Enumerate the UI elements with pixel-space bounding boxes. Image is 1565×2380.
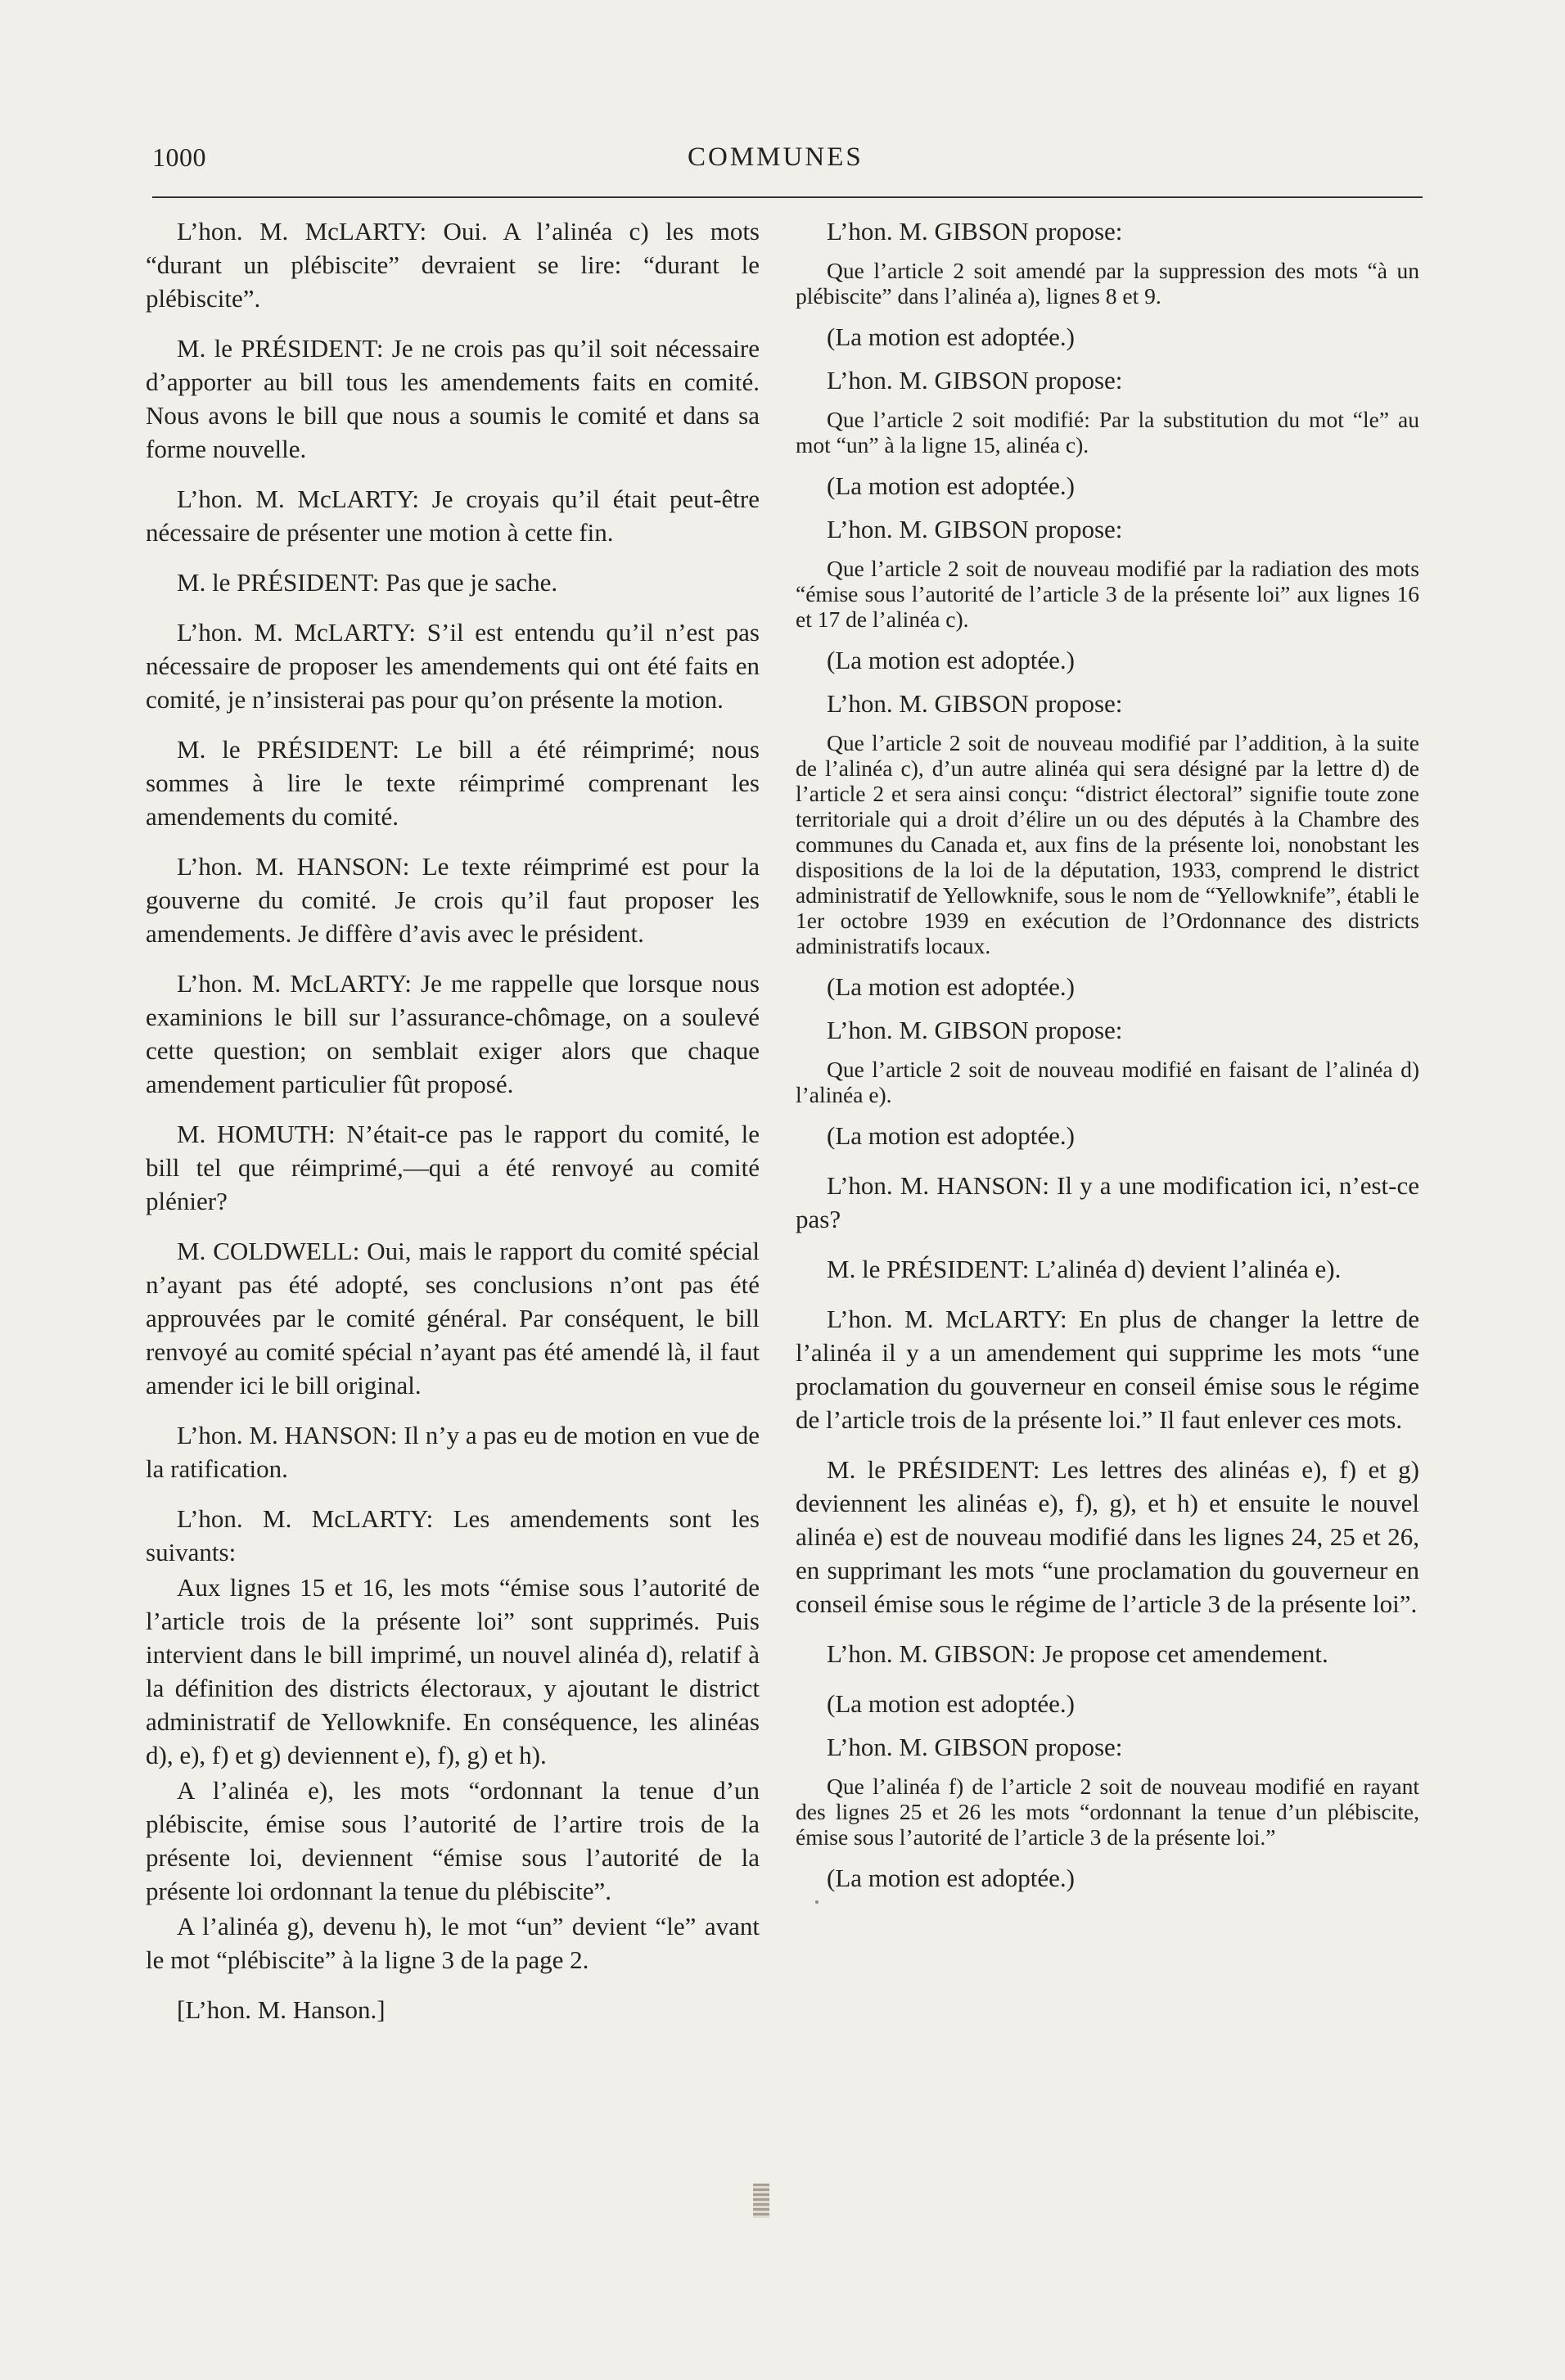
motion-text: Que l’article 2 soit amendé par la suppression des mots “à un plébiscite” dans l’alinéa a), lignes 8 et 9. bbox=[796, 258, 1419, 309]
print-smudge bbox=[753, 2184, 769, 2218]
motion-result: (La motion est adoptée.) bbox=[827, 646, 1076, 674]
amendment-text: Aux lignes 15 et 16, les mots “émise sous l’autorité de l’article trois de la présente loi” sont supprimés. Puis intervient dans le bill imprimé, un nouvel alinéa d), relatif à la définition des districts électoraux, y ajoutant le district administratif de Yellowknife. En conséquence, les alinéas d), e), f) et g) deviennent e), f), g) et h). bbox=[146, 1573, 760, 1769]
motion-intro: L’hon. M. GIBSON propose: bbox=[827, 1733, 1123, 1761]
motion-text: Que l’article 2 soit modifié: Par la substitution du mot “le” au mot “un” à la ligne 15, alinéa c). bbox=[796, 407, 1419, 458]
left-column bbox=[146, 214, 760, 2043]
speech-paragraph: L’hon. M. McLARTY: Les amendements sont les suivants: bbox=[146, 1504, 760, 1566]
speech-paragraph: M. COLDWELL: Oui, mais le rapport du comité spécial n’ayant pas été adopté, ses conclusions n’ont pas été approuvées par le comité général. Par conséquent, le bill renvoyé au comité spécial n’ayant pas été amendé là, il faut amender ici le bill original. bbox=[146, 1237, 760, 1400]
motion-result: (La motion est adoptée.) bbox=[827, 322, 1076, 351]
motion-intro: L’hon. M. GIBSON propose: bbox=[827, 515, 1123, 543]
motion-text: Que l’article 2 soit de nouveau modifié en faisant de l’alinéa d) l’alinéa e). bbox=[796, 1057, 1419, 1107]
ink-dot bbox=[815, 1900, 819, 1904]
amendment-text: A l’alinéa g), devenu h), le mot “un” devient “le” avant le mot “plébiscite” à la ligne 3 de la page 2. bbox=[146, 1912, 760, 1974]
speech-paragraph: L’hon. M. McLARTY: En plus de changer la lettre de l’alinéa il y a un amendement qui supprime les mots “une proclamation du gouverneur en conseil émise sous le régime de l’article trois de la présente loi.” Il faut enlever ces mots. bbox=[796, 1305, 1419, 1434]
speaker-reference: [L’hon. M. Hanson.] bbox=[177, 1995, 386, 2024]
amendment-text: A l’alinéa e), les mots “ordonnant la tenue d’un plébiscite, émise sous l’autorité de l’artire trois de la présente loi, deviennent “émise sous l’autorité de la présente loi ordonnant la tenue du plébiscite”. bbox=[146, 1776, 760, 1905]
speech-paragraph: M. le PRÉSIDENT: Pas que je sache. bbox=[177, 568, 558, 597]
right-column bbox=[796, 214, 1419, 1911]
motion-intro: L’hon. M. GIBSON propose: bbox=[827, 217, 1123, 246]
speech-paragraph: L’hon. M. GIBSON: Je propose cet amendement. bbox=[827, 1639, 1328, 1668]
speech-paragraph: M. le PRÉSIDENT: Les lettres des alinéas e), f) et g) deviennent les alinéas e), f), g), et h) et ensuite le nouvel alinéa e) est de nouveau modifié dans les lignes 24, 25 et 26, en supprimant les mots “une proclamation du gouverneur en conseil émise sous le régime de l’article 3 de la présente loi”. bbox=[796, 1455, 1419, 1618]
running-header: COMMUNES bbox=[688, 142, 864, 172]
speech-paragraph: L’hon. M. HANSON: Il y a une modification ici, n’est-ce pas? bbox=[796, 1171, 1419, 1233]
motion-result: (La motion est adoptée.) bbox=[827, 1121, 1076, 1150]
header-rule bbox=[152, 196, 1423, 198]
page-number: 1000 bbox=[152, 142, 206, 172]
speech-paragraph: L’hon. M. McLARTY: S’il est entendu qu’il n’est pas nécessaire de proposer les amendements qui ont été faits en comité, je n’insisterai pas pour qu’on présente la motion. bbox=[146, 618, 760, 714]
speech-paragraph: M. HOMUTH: N’était-ce pas le rapport du comité, le bill tel que réimprimé,—qui a été renvoyé au comité plénier? bbox=[146, 1120, 760, 1215]
motion-text: Que l’alinéa f) de l’article 2 soit de nouveau modifié en rayant des lignes 25 et 26 les mots “ordonnant la tenue d’un plébiscite, émise sous l’autorité de l’article 3 de la présente loi.” bbox=[796, 1774, 1419, 1850]
motion-text: Que l’article 2 soit de nouveau modifié par l’addition, à la suite de l’alinéa c), d’un autre alinéa qui sera désigné par la lettre d) de l’article 2 et sera ainsi conçu: “district électoral” signifie toute zone territoriale qui a droit d’élire un ou des députés à la Chambre des communes du Canada et, aux fins de la présente loi, nonobstant les dispositions de la loi de la députation, 1933, comprend le district administratif de Yellowknife, sous le nom de “Yellowknife”, établi le 1er octobre 1939 en exécution de l’Ordonnance des districts administratifs locaux. bbox=[796, 730, 1419, 958]
speech-paragraph: M. le PRÉSIDENT: Le bill a été réimprimé; nous sommes à lire le texte réimprimé comprenant les amendements du comité. bbox=[146, 735, 760, 831]
speech-paragraph: L’hon. M. HANSON: Il n’y a pas eu de motion en vue de la ratification. bbox=[146, 1421, 760, 1483]
motion-result: (La motion est adoptée.) bbox=[827, 1864, 1076, 1892]
motion-result: (La motion est adoptée.) bbox=[827, 1689, 1076, 1718]
speech-paragraph: M. le PRÉSIDENT: Je ne crois pas qu’il soit nécessaire d’apporter au bill tous les amendements faits en comité. Nous avons le bill que nous a soumis le comité et dans sa forme nouvelle. bbox=[146, 334, 760, 463]
speech-paragraph: L’hon. M. McLARTY: Je croyais qu’il était peut-être nécessaire de présenter une motion à cette fin. bbox=[146, 485, 760, 547]
speech-paragraph: L’hon. M. McLARTY: Je me rappelle que lorsque nous examinions le bill sur l’assurance-chômage, on a soulevé cette question; on semblait exiger alors que chaque amendement particulier fût proposé. bbox=[146, 969, 760, 1098]
speech-paragraph: L’hon. M. HANSON: Le texte réimprimé est pour la gouverne du comité. Je crois qu’il faut proposer les amendements. Je diffère d’avis avec le président. bbox=[146, 852, 760, 948]
speech-paragraph: L’hon. M. McLARTY: Oui. A l’alinéa c) les mots “durant un plébiscite” devraient se lire: “durant le plébiscite”. bbox=[146, 217, 760, 313]
motion-result: (La motion est adoptée.) bbox=[827, 471, 1076, 500]
motion-intro: L’hon. M. GIBSON propose: bbox=[827, 366, 1123, 394]
motion-result: (La motion est adoptée.) bbox=[827, 972, 1076, 1001]
motion-intro: L’hon. M. GIBSON propose: bbox=[827, 689, 1123, 718]
motion-text: Que l’article 2 soit de nouveau modifié par la radiation des mots “émise sous l’autorité de l’article 3 de la présente loi” aux lignes 16 et 17 de l’alinéa c). bbox=[796, 556, 1419, 632]
speech-paragraph: M. le PRÉSIDENT: L’alinéa d) devient l’alinéa e). bbox=[827, 1255, 1342, 1283]
motion-intro: L’hon. M. GIBSON propose: bbox=[827, 1016, 1123, 1044]
